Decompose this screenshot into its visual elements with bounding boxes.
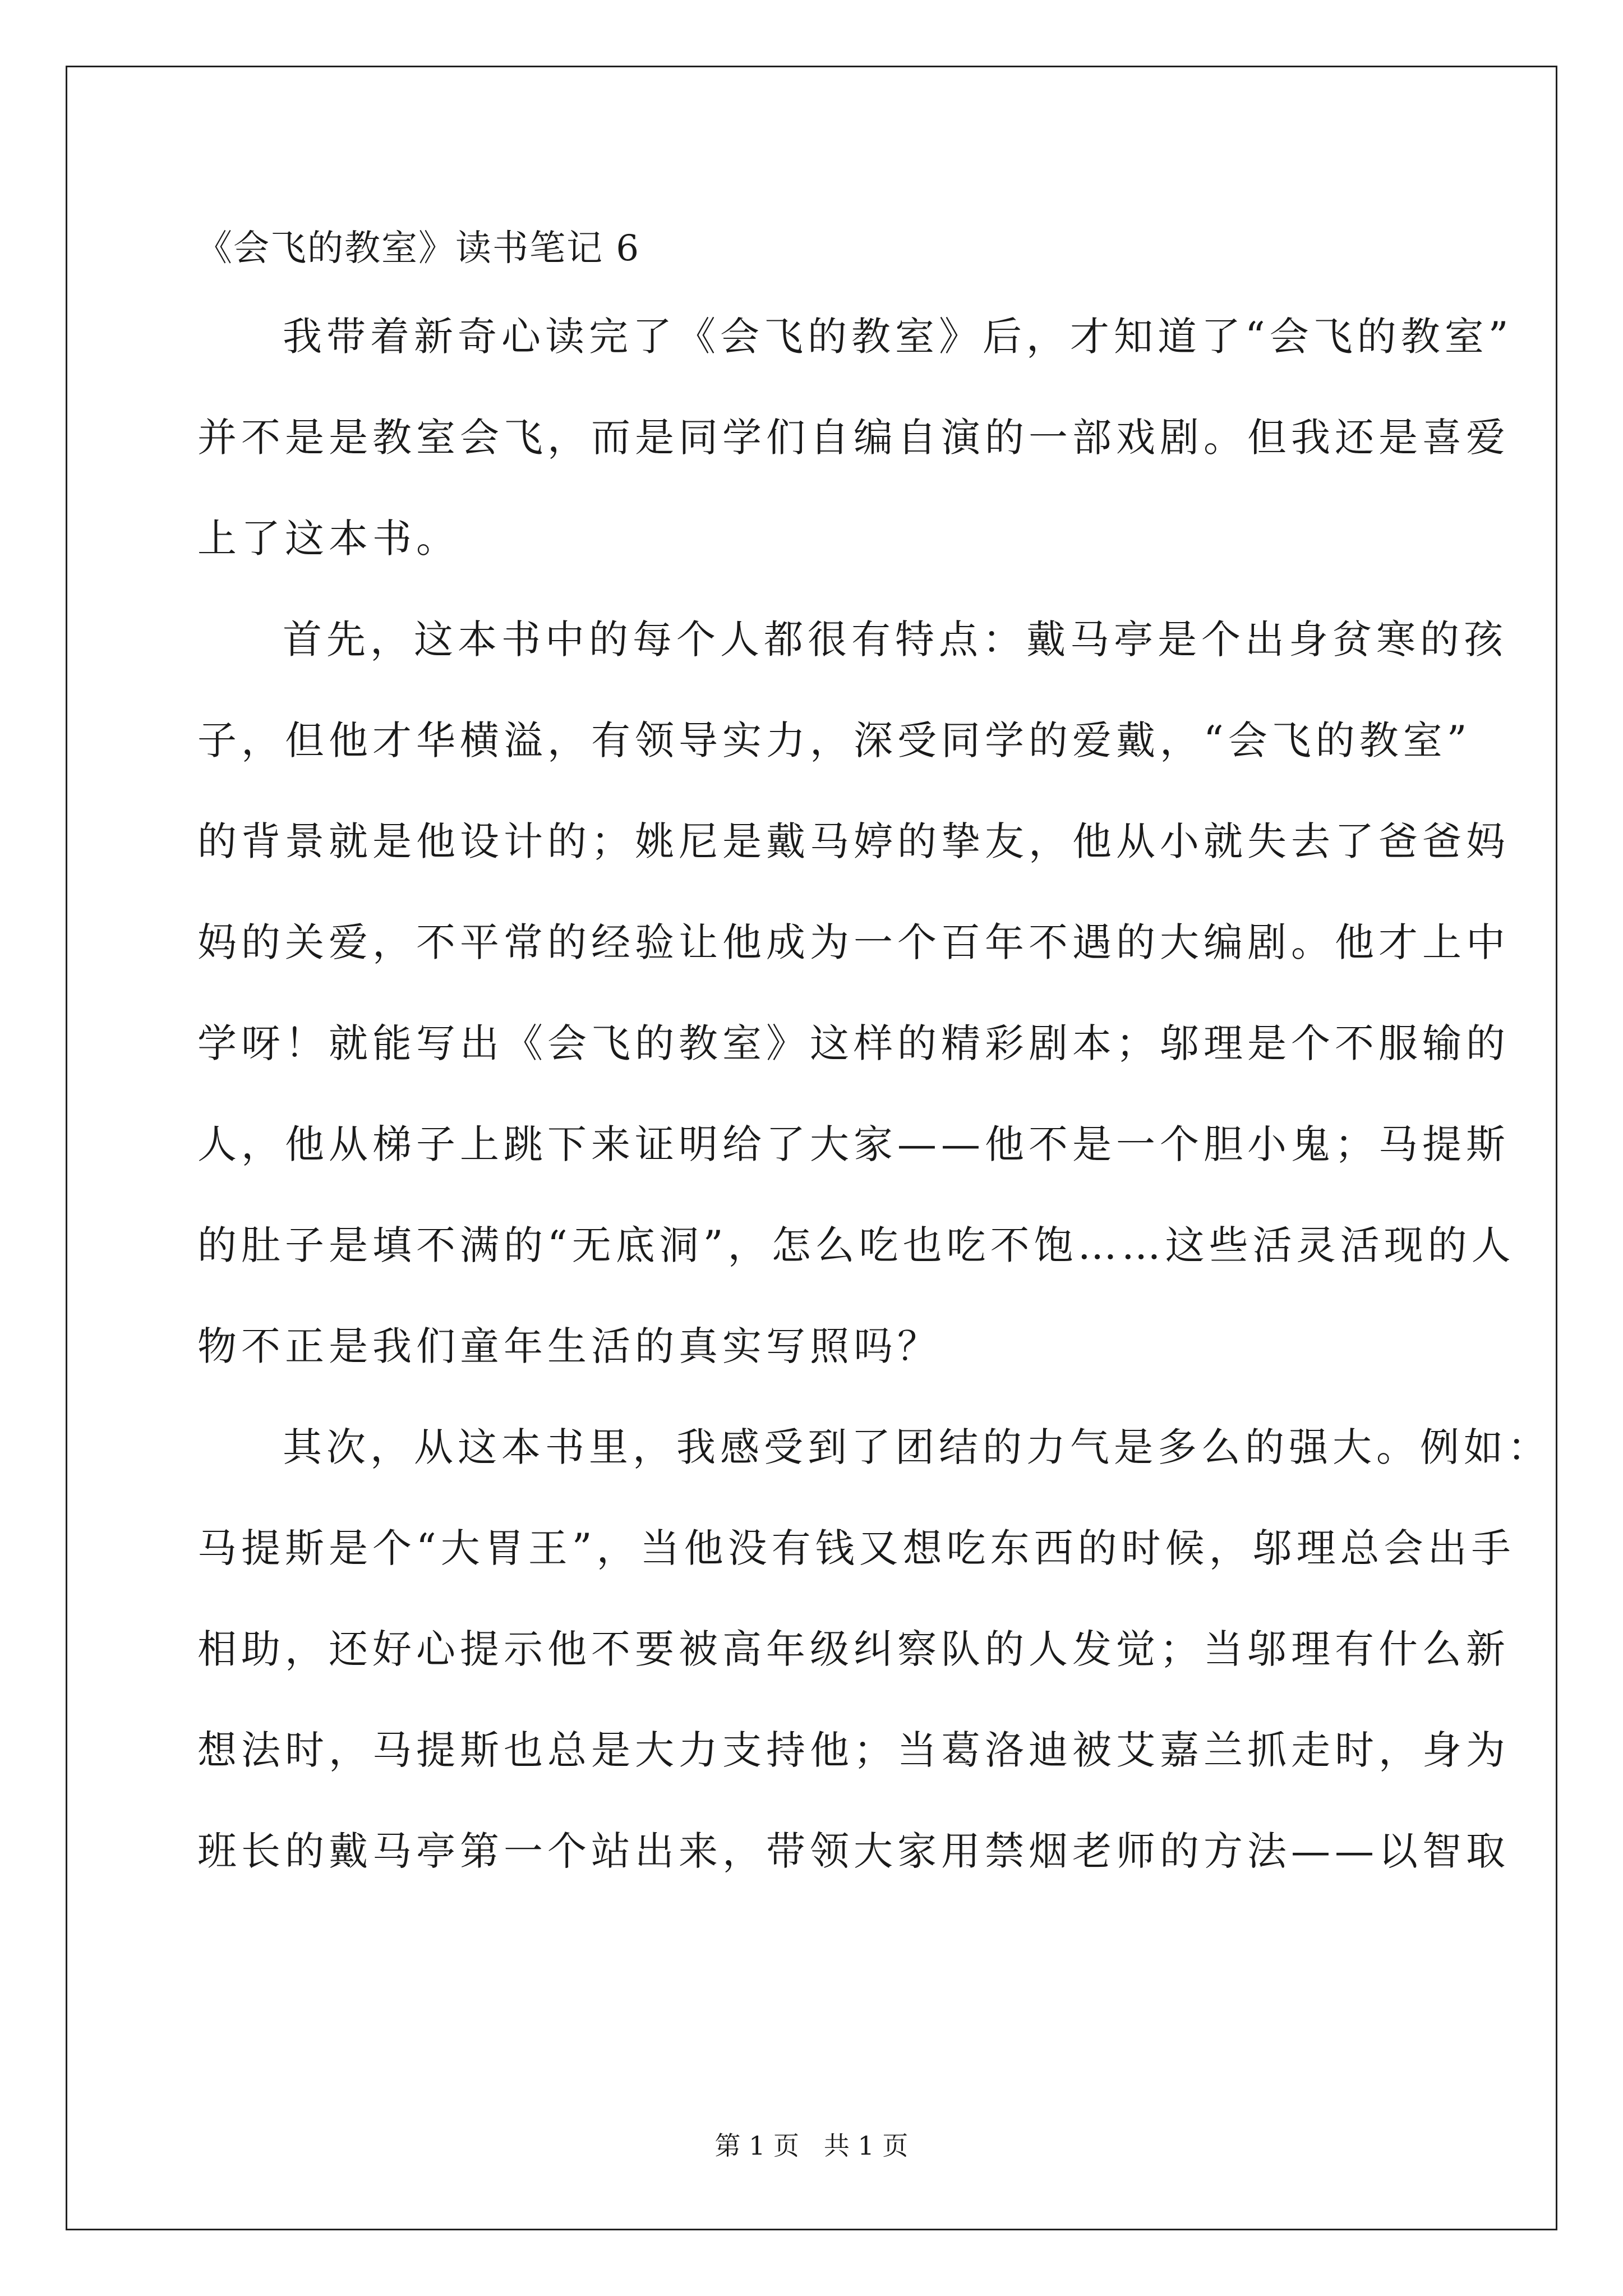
text-line: 相助，还好心提示他不要被高年级纠察队的人发觉；当邬理有什么新 xyxy=(197,1626,1510,1672)
text-line: 物不正是我们童年生活的真实写照吗？ xyxy=(197,1323,941,1369)
document-title: 《会飞的教室》读书笔记 6 xyxy=(196,228,640,269)
text-line: 首先，这本书中的每个人都很有特点：戴马亭是个出身贫寒的孩 xyxy=(283,616,1507,662)
text-line: 马提斯是个“大胃王”，当他没有钱又想吃东西的时候，邬理总会出手 xyxy=(197,1525,1515,1571)
text-line: 并不是是教室会飞，而是同学们自编自演的一部戏剧。但我还是喜爱 xyxy=(197,415,1510,461)
text-line: 班长的戴马亭第一个站出来，带领大家用禁烟老师的方法——以智取 xyxy=(197,1828,1510,1874)
text-line: 的背景就是他设计的；姚尼是戴马婷的挚友，他从小就失去了爸爸妈 xyxy=(197,818,1510,864)
text-line: 学呀！就能写出《会飞的教室》这样的精彩剧本；邬理是个不服输的 xyxy=(197,1020,1510,1066)
page-footer: 第 1 页 共 1 页 xyxy=(714,2131,909,2161)
text-line: 的肚子是填不满的“无底洞”，怎么吃也吃不饱……这些活灵活现的人 xyxy=(197,1222,1515,1268)
text-line: 子，但他才华横溢，有领导实力，深受同学的爱戴，“会飞的教室” xyxy=(197,717,1472,763)
document-body xyxy=(197,286,1551,1902)
text-line: 我带着新奇心读完了《会飞的教室》后，才知道了“会飞的教室” xyxy=(283,314,1513,360)
text-line: 妈的关爱，不平常的经验让他成为一个百年不遇的大编剧。他才上中 xyxy=(197,919,1510,965)
text-line: 上了这本书。 xyxy=(197,516,460,562)
text-line: 想法时，马提斯也总是大力支持他；当葛洛迪被艾嘉兰抓走时，身为 xyxy=(197,1727,1510,1773)
text-line: 人，他从梯子上跳下来证明给了大家——他不是一个胆小鬼；马提斯 xyxy=(197,1121,1510,1167)
text-line: 其次，从这本书里，我感受到了团结的力气是多么的强大。例如： xyxy=(283,1424,1551,1470)
